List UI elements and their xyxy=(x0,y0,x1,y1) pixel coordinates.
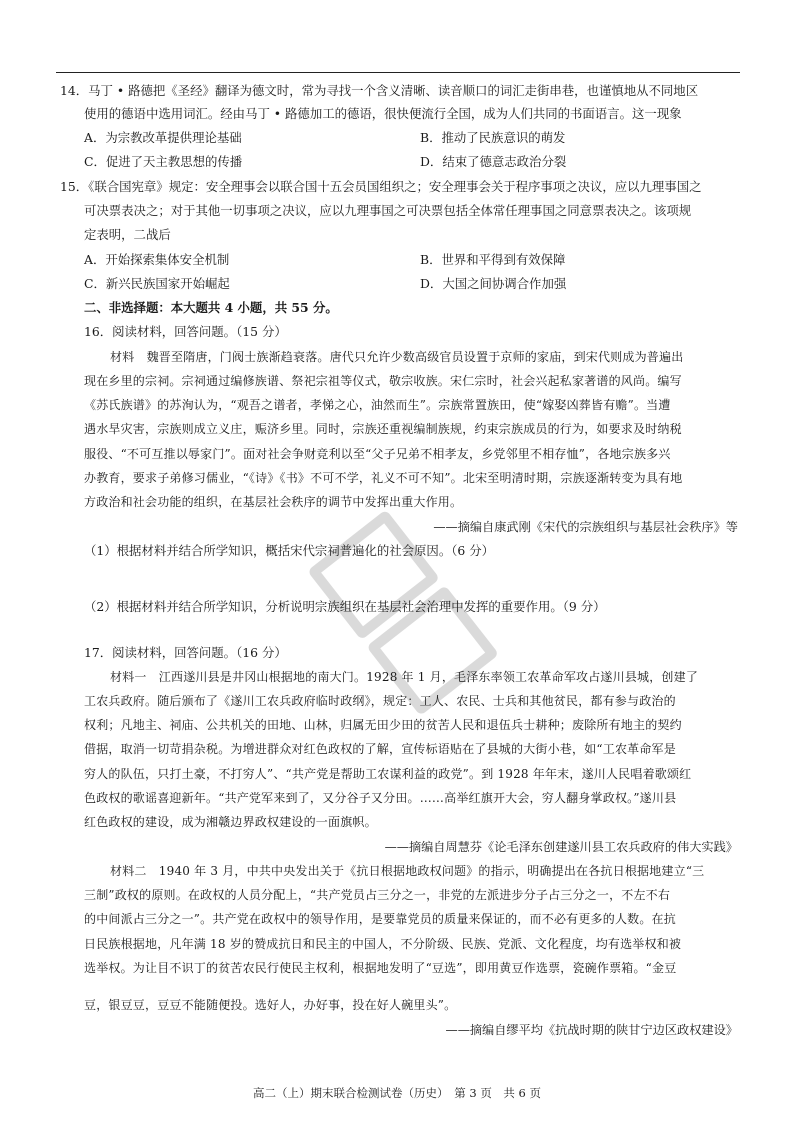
q16-source: ——摘编自康武刚《宋代的宗族组织与基层社会秩序》等 xyxy=(433,520,738,534)
q14-option-d: D．结束了德意志政治分裂 xyxy=(420,154,567,169)
q17-material2-line: 日民族根据地，凡年满 18 岁的赞成抗日和民主的中国人，不分阶级、民族、党派、文化程度，均有选举权和被 xyxy=(84,937,682,951)
q17-material1-line: 借据，取消一切苛捐杂税。为增进群众对红色政权的了解，宣传标语贴在了县城的大街小巷，如“工农革命军是 xyxy=(84,742,676,756)
q17-material2-line: 豆，银豆豆，豆豆不能随便投。选好人，办好事，投在好人碗里头”。 xyxy=(84,998,457,1012)
q16-stem: 16．阅读材料，回答问题。（15 分） xyxy=(84,324,287,339)
q17-material2-line: 三制”政权的原则。在政权的人员分配上，“共产党员占三分之一，非党的左派进步分子占三分之一，不左不右 xyxy=(84,888,671,902)
q16-material-line: 《苏氏族谱》的苏洵认为，“观吾之谱者，孝悌之心，油然而生”。宗族常置族田，使“嫁娶凶葬皆有赡”。当遭 xyxy=(84,398,671,412)
q15-stem-line2: 可决票表决之；对于其他一切事项之决议，应以九理事国之可决票包括全体常任理事国之同意票表决之。该项规 xyxy=(84,203,692,218)
q17-material2-line: 的中间派占三分之一”。共产党在政权中的领导作用，是要靠党员的质量来保证的，而不必有更多的人数。在抗 xyxy=(84,912,676,926)
section-heading: 二、非选择题：本大题共 4 小题，共 55 分。 xyxy=(84,300,338,315)
q17-material1-line: 穷人的队伍，只打土豪，不打穷人”、“共产党是帮助工农谋利益的政党”。到 1928 年年末，遂川人民唱着歌颂红 xyxy=(84,767,692,781)
q17-material1-line: 色政权的歌谣喜迎新年。“共产党军来到了，又分谷子又分田。……高举红旗开大会，穷人翻身掌政权。”遂川县 xyxy=(84,791,677,805)
q17-stem: 17．阅读材料，回答问题。（16 分） xyxy=(84,645,287,660)
q16-material-line: 遇水旱灾害，宗族则成立义庄，赈济乡里。同时，宗族还重视编制族规，约束宗族成员的行为，如要求及时纳税 xyxy=(84,422,682,436)
q17-source1: ——摘编自周慧芬《论毛泽东创建遂川县工农兵政府的伟大实践》 xyxy=(384,840,738,854)
q15-option-c: C．新兴民族国家开始崛起 xyxy=(84,276,230,291)
q17-material1-line: 材料一 江西遂川县是井冈山根据地的南大门。1928 年 1 月，毛泽东率领工农革命军攻占遂川县城，创建了 xyxy=(110,670,699,684)
q17-material1-line: 红色政权的建设，成为湘赣边界政权建设的一面旗帜。 xyxy=(84,815,377,829)
q17-material1-line: 工农兵政府。随后颁布了《遂川工农兵政府临时政纲》，规定：工人、农民、士兵和其他贫民，都有参与政治的 xyxy=(84,694,676,708)
q16-material-line: 现在乡里的宗祠。宗祠通过编修族谱、祭祀宗祖等仪式，敬宗收族。宋仁宗时，社会兴起私家著谱的风尚。编写 xyxy=(84,374,682,388)
q16-material-line: 服役、“不可互推以辱家门”。面对社会争财竞利以至“父子兄弟不相孝友，乡党邻里不相存恤”，各地宗族多兴 xyxy=(84,447,671,461)
q16-subquestion-1: （1）根据材料并结合所学知识，概括宋代宗祠普遍化的社会原因。（6 分） xyxy=(84,543,495,558)
q17-material2-line: 材料二 1940 年 3 月，中共中央发出关于《抗日根据地政权问题》的指示，明确提出在各抗日根据地建立“三 xyxy=(110,864,705,878)
q15-option-d: D．大国之间协调合作加强 xyxy=(420,276,567,291)
q14-option-c: C．促进了天主教思想的传播 xyxy=(84,154,243,169)
q14-stem-line1: 14．马丁 • 路德把《圣经》翻译为德文时，常为寻找一个含义清晰、读音顺口的词汇走街串巷，也谨慎地从不同地区 xyxy=(60,83,699,98)
q15-stem-line3: 定表明，二战后 xyxy=(84,227,171,242)
q14-option-a: A．为宗教改革提供理论基础 xyxy=(84,130,242,145)
q16-material-line: 材料 魏晋至隋唐，门阀士族渐趋衰落。唐代只允许少数高级官员设置于京师的家庙，到宋代则成为普遍出 xyxy=(110,350,684,364)
q16-subquestion-2: （2）根据材料并结合所学知识，分析说明宗族组织在基层社会治理中发挥的重要作用。（9 分） xyxy=(84,599,606,614)
q17-source2: ——摘编自缪平均《抗战时期的陕甘宁边区政权建设》 xyxy=(445,1023,738,1037)
q17-material2-line: 选举权。为让目不识丁的贫苦农民行使民主权利，根据地发明了“豆选”，即用黄豆作选票，瓷碗作票箱。“金豆 xyxy=(84,961,677,975)
q16-material-line: 办教育，要求子弟修习儒业，“《诗》《书》不可不学，礼义不可不知”。北宋至明清时期，宗族逐渐转变为具有地 xyxy=(84,471,683,485)
q15-option-b: B．世界和平得到有效保障 xyxy=(420,252,566,267)
q14-option-b: B．推动了民族意识的萌发 xyxy=(420,130,566,145)
page-footer: 高二（上）期末联合检测试卷（历史） 第 3 页 共 6 页 xyxy=(252,1086,541,1100)
q17-material1-line: 权利；凡地主、祠庙、公共机关的田地、山林，归属无田少田的贫苦人民和退伍兵士耕种；废除所有地主的契约 xyxy=(84,718,682,732)
q16-material-line: 方政治和社会功能的组织，在基层社会秩序的调节中发挥出重大作用。 xyxy=(84,495,463,509)
header-rule xyxy=(56,72,740,73)
q15-stem-line1: 15．《联合国宪章》规定：安全理事会以联合国十五会员国组织之；安全理事会关于程序事项之决议，应以九理事国之 xyxy=(60,179,702,194)
q15-option-a: A．开始探索集体安全机制 xyxy=(84,252,230,267)
q14-stem-line2: 使用的德语中选用词汇。经由马丁 • 路德加工的德语，很快便流行全国，成为人们共同的书面语言。这一现象 xyxy=(84,106,682,121)
